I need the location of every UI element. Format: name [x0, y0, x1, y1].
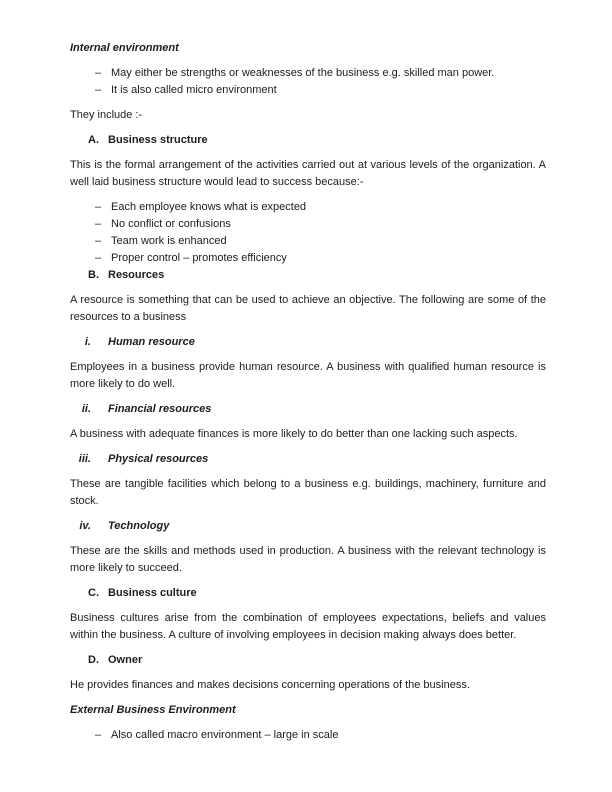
- item-label: A.: [88, 134, 99, 146]
- list-item: [70, 82, 546, 99]
- item-title: Business structure: [108, 134, 208, 146]
- dash-marker: –: [95, 201, 102, 213]
- external-bullet-list: [70, 727, 546, 744]
- list-item-text: No conflict or confusions: [111, 218, 231, 230]
- item-title: Physical resources: [108, 453, 209, 465]
- list-item-text: It is also called micro environment: [111, 84, 277, 96]
- paragraph-technology: These are the skills and methods used in production. A business with the relevant technology is more likely to succeed.: [70, 545, 546, 574]
- item-label: C.: [88, 587, 99, 599]
- heading-financial-resources: [70, 401, 546, 418]
- dash-marker: –: [95, 67, 102, 79]
- list-item-text: Also called macro environment – large in scale: [111, 729, 339, 741]
- dash-marker: –: [95, 84, 102, 96]
- item-title: Human resource: [108, 336, 195, 348]
- item-label: ii.: [81, 403, 91, 415]
- item-title: Business culture: [108, 587, 197, 599]
- item-title: Technology: [108, 520, 170, 532]
- list-item: [70, 250, 546, 267]
- internal-bullet-list: [70, 65, 546, 99]
- page-content: [70, 40, 546, 752]
- item-title: Resources: [108, 269, 165, 281]
- paragraph-financial-resources: A business with adequate finances is more likely to do better than one lacking such aspects.: [70, 428, 518, 440]
- paragraph-physical-resources: These are tangible facilities which belong to a business e.g. buildings, machinery, furniture and stock.: [70, 478, 546, 507]
- dash-marker: –: [95, 218, 102, 230]
- paragraph-business-culture: Business cultures arise from the combination of employees expectations, beliefs and values within the business. A culture of involving employees in decision making always does better.: [70, 612, 546, 641]
- dash-marker: –: [95, 729, 102, 741]
- heading-business-structure: [70, 132, 546, 149]
- item-label: D.: [88, 654, 99, 666]
- list-item-text: May either be strengths or weaknesses of the business e.g. skilled man power.: [111, 67, 495, 79]
- list-item-text: Proper control – promotes efficiency: [111, 252, 287, 264]
- heading-internal-environment: Internal environment: [70, 42, 179, 54]
- list-item: [70, 727, 546, 744]
- heading-external-environment: External Business Environment: [70, 704, 236, 716]
- list-item-text: Each employee knows what is expected: [111, 201, 307, 213]
- heading-human-resource: [70, 334, 546, 351]
- heading-technology: [70, 518, 546, 535]
- heading-business-culture: [70, 585, 546, 602]
- intro-line: They include :-: [70, 109, 143, 121]
- paragraph-human-resource: Employees in a business provide human resource. A business with qualified human resource is more likely to do well.: [70, 361, 546, 390]
- paragraph-resources: A resource is something that can be used to achieve an objective. The following are some of the resources to a business: [70, 294, 546, 323]
- item-label: iii.: [78, 453, 91, 465]
- paragraph-owner: He provides finances and makes decisions concerning operations of the business.: [70, 679, 470, 691]
- business-structure-bullet-list: [70, 199, 546, 267]
- item-title: Financial resources: [108, 403, 212, 415]
- dash-marker: –: [95, 235, 102, 247]
- dash-marker: –: [95, 252, 102, 264]
- item-label: iv.: [79, 520, 91, 532]
- item-title: Owner: [108, 654, 143, 666]
- list-item: [70, 233, 546, 250]
- list-item: [70, 65, 546, 82]
- paragraph-business-structure: This is the formal arrangement of the activities carried out at various levels of the organization. A well laid business structure would lead to success because:-: [70, 159, 546, 188]
- item-label: B.: [88, 269, 99, 281]
- list-item: [70, 199, 546, 216]
- heading-resources: [70, 267, 546, 284]
- item-label: i.: [84, 336, 91, 348]
- heading-physical-resources: [70, 451, 546, 468]
- heading-owner: [70, 652, 546, 669]
- list-item: [70, 216, 546, 233]
- list-item-text: Team work is enhanced: [111, 235, 227, 247]
